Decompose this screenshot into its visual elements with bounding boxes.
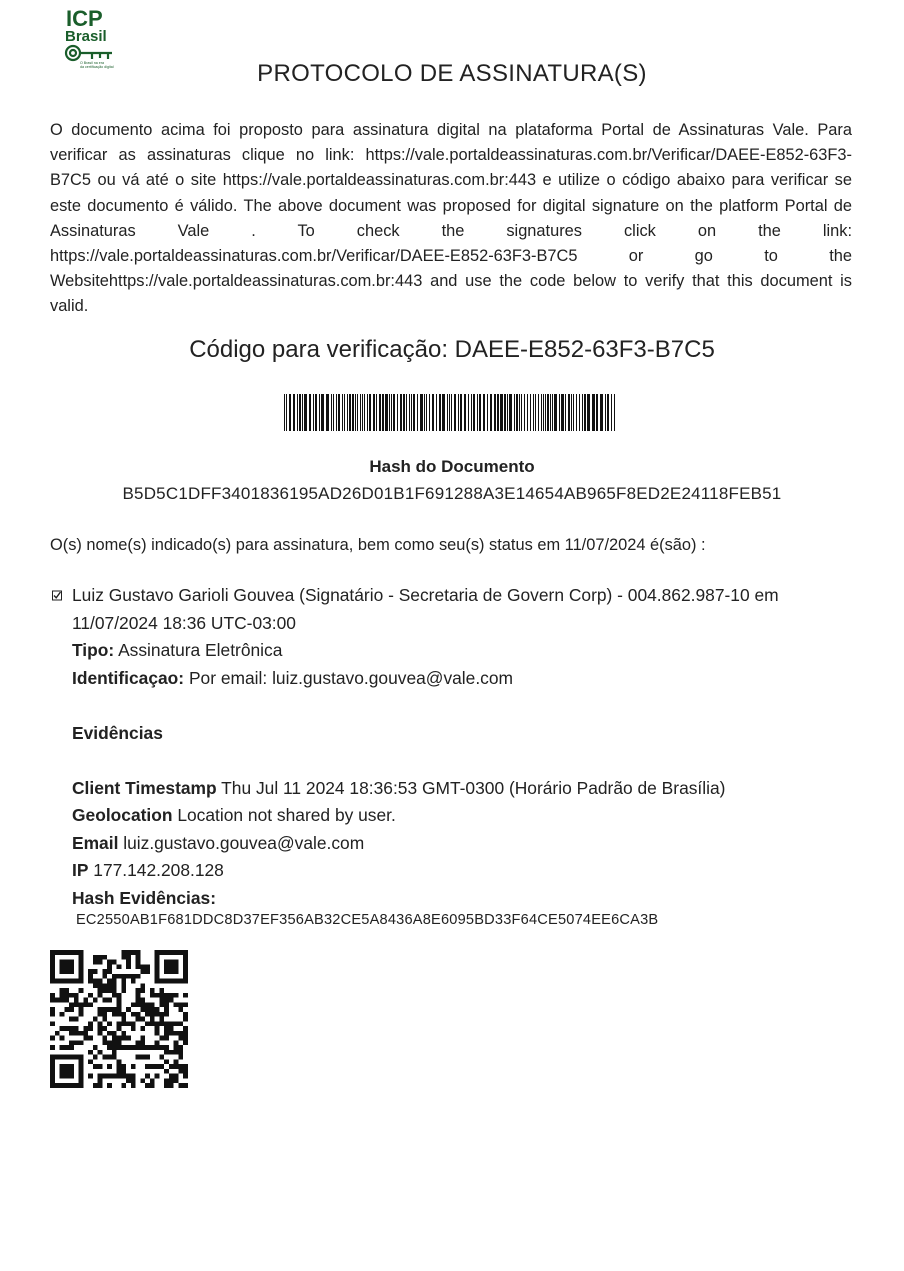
logo-key-icon	[66, 46, 112, 60]
verification-code-value: DAEE-E852-63F3-B7C5	[454, 336, 715, 363]
signer-type-value: Assinatura Eletrônica	[118, 640, 283, 660]
timestamp-value: Thu Jul 11 2024 18:36:53 GMT-0300 (Horário Padrão de Brasília)	[221, 777, 726, 798]
evidence-timestamp	[72, 775, 862, 803]
geolocation-label: Geolocation	[72, 805, 173, 825]
signer-ident-value: Por email: luiz.gustavo.gouvea@vale.com	[188, 667, 514, 688]
signer-identification	[72, 665, 862, 693]
evidence-hash-value: EC2550AB1F681DDC8D37EF356AB32CE5A8436A8E6095BD33F64CE5074EE6CA3B	[76, 912, 659, 928]
ip-label: IP	[72, 860, 89, 880]
signer-ident-label: Identificaçao:	[72, 667, 185, 688]
logo-brasil-text: Brasil	[65, 28, 107, 45]
page-title: PROTOCOLO DE ASSINATURA(S)	[257, 60, 647, 87]
evidence-geolocation	[72, 802, 862, 830]
evidences-heading: Evidências	[72, 722, 163, 743]
evidence-email	[72, 830, 862, 858]
signers-intro: O(s) nome(s) indicado(s) para assinatura, bem como seu(s) status em 11/07/2024 é(são) :	[50, 536, 706, 554]
document-hash-value: B5D5C1DFF3401836195AD26D01B1F691288A3E14654AB965F8ED2E24118FEB51	[122, 484, 782, 503]
logo-icp-text: ICP	[66, 6, 103, 31]
verification-code	[0, 336, 904, 364]
checked-checkbox-icon	[52, 590, 62, 601]
signer-type	[72, 637, 862, 665]
signer-details	[72, 582, 862, 912]
barcode	[284, 394, 618, 431]
email-label: Email	[72, 832, 119, 853]
signer-name-line: Luiz Gustavo Garioli Gouvea (Signatário - Secretaria de Govern Corp) - 004.862.987-10 em	[72, 585, 779, 605]
signer-type-label: Tipo:	[72, 640, 115, 660]
evidence-ip	[72, 857, 862, 885]
signer-date-line: 11/07/2024 18:36 UTC-03:00	[72, 612, 296, 633]
logo-tagline-2: da certificação digital	[80, 65, 114, 69]
evidence-hash-label: Hash Evidências:	[72, 887, 217, 908]
geolocation-value: Location not shared by user.	[177, 805, 396, 825]
intro-paragraph: O documento acima foi proposto para assinatura digital na plataforma Portal de Assinaturas Vale. Para verificar as assinaturas clique no link: https://vale.portaldeassinaturas.com.br/Verificar/DAEE-E852-63F3-B7C5 ou vá até o site https://vale.portaldeassinaturas.com.br:443 e utilize o código abaixo para verificar se este documento é válido. The above document was proposed for digital signature on the platform Portal de Assinaturas Vale . To check the signatures click on the link: https://vale.portaldeassinaturas.com.br/Verificar/DAEE-E852-63F3-B7C5 or go to the Websitehttps://vale.portaldeassinaturas.com.br:443 and use the code below to verify that this document is valid.	[50, 121, 852, 316]
email-value: luiz.gustavo.gouvea@vale.com	[123, 832, 365, 853]
qr-code	[50, 950, 188, 1088]
verification-label: Código para verificação:	[189, 336, 448, 363]
logo-tagline-1: O Brasil na era	[80, 61, 104, 65]
timestamp-label: Client Timestamp	[72, 777, 217, 798]
document-hash-label: Hash do Documento	[369, 457, 535, 476]
ip-value: 177.142.208.128	[93, 860, 224, 880]
